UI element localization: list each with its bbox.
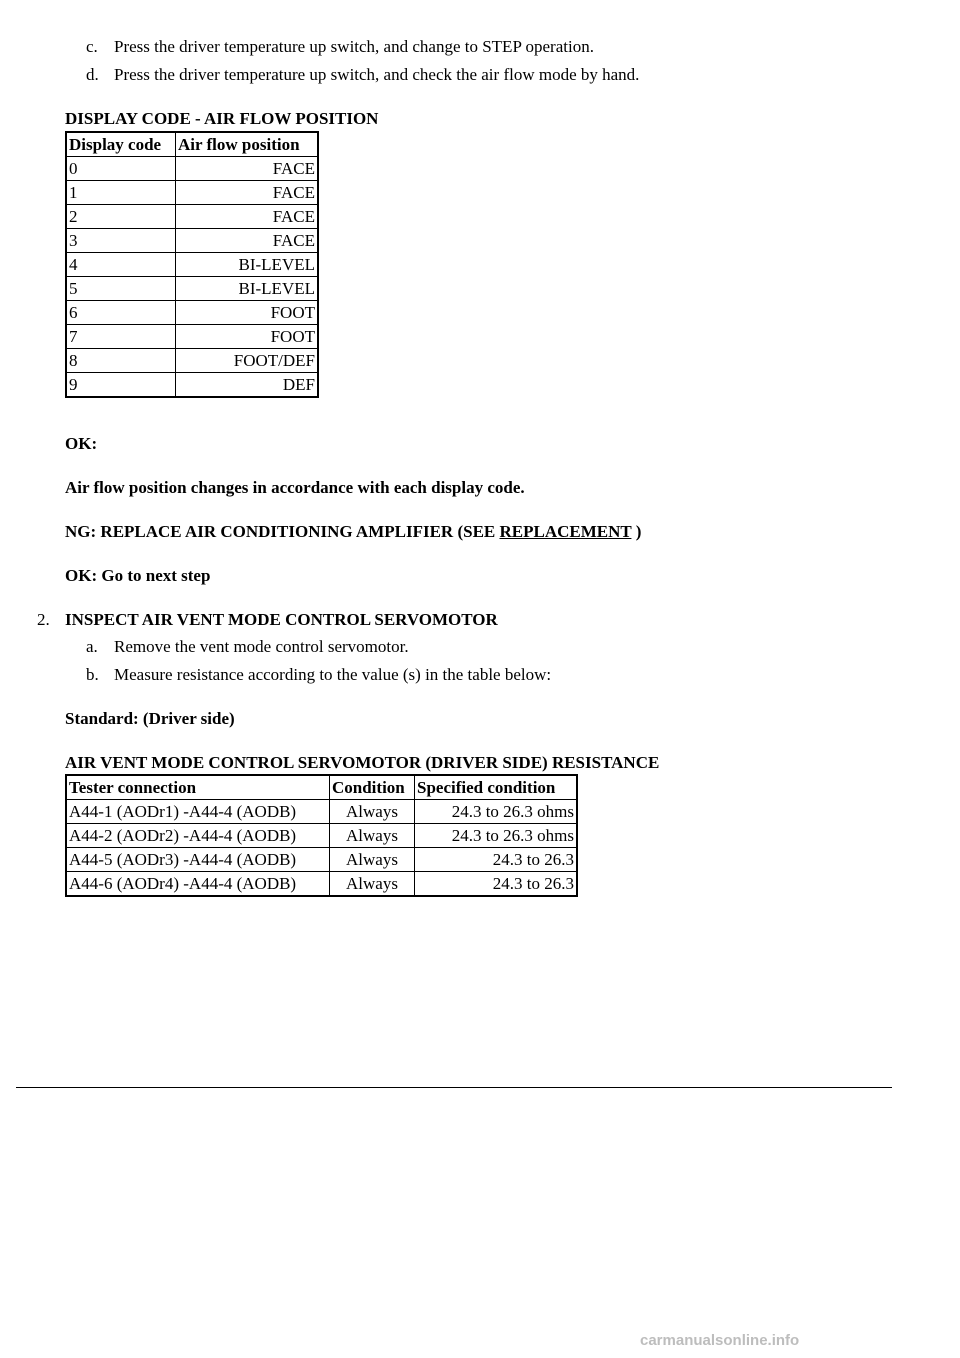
step-d bbox=[86, 65, 639, 85]
step2-title: INSPECT AIR VENT MODE CONTROL SERVOMOTOR bbox=[65, 610, 498, 629]
step-letter: b. bbox=[86, 665, 99, 684]
header-specified-condition: Specified condition bbox=[415, 775, 578, 800]
ng-prefix: NG: REPLACE AIR CONDITIONING AMPLIFIER (SEE bbox=[65, 522, 500, 541]
ok-next: OK: Go to next step bbox=[65, 566, 211, 585]
table-row bbox=[66, 205, 318, 229]
cell-position: FACE bbox=[176, 205, 319, 229]
resistance-table-title: AIR VENT MODE CONTROL SERVOMOTOR (DRIVER SIDE) RESISTANCE bbox=[65, 753, 660, 772]
table-row bbox=[66, 349, 318, 373]
cell-tester: A44-1 (AODr1) -A44-4 (AODB) bbox=[66, 800, 330, 824]
table-row bbox=[66, 253, 318, 277]
display-table-title: DISPLAY CODE - AIR FLOW POSITION bbox=[65, 109, 379, 128]
cell-tester: A44-2 (AODr2) -A44-4 (AODB) bbox=[66, 824, 330, 848]
table-row bbox=[66, 824, 577, 848]
cell-code: 7 bbox=[66, 325, 176, 349]
ok-text: Air flow position changes in accordance with each display code. bbox=[65, 478, 525, 497]
replacement-link[interactable]: REPLACEMENT bbox=[499, 522, 632, 541]
step-text: Press the driver temperature up switch, and change to STEP operation. bbox=[114, 37, 594, 56]
step-letter: d. bbox=[86, 65, 99, 84]
step-letter: c. bbox=[86, 37, 98, 56]
ng-suffix: ) bbox=[631, 522, 642, 541]
cell-position: FACE bbox=[176, 229, 319, 253]
cell-code: 1 bbox=[66, 181, 176, 205]
step-text: Remove the vent mode control servomotor. bbox=[114, 637, 409, 656]
cell-position: DEF bbox=[176, 373, 319, 398]
cell-specified: 24.3 to 26.3 bbox=[415, 872, 578, 897]
cell-position: BI-LEVEL bbox=[176, 277, 319, 301]
standard-label: Standard: (Driver side) bbox=[65, 709, 235, 728]
table-row bbox=[66, 181, 318, 205]
cell-position: FOOT bbox=[176, 325, 319, 349]
cell-position: FOOT bbox=[176, 301, 319, 325]
table-row bbox=[66, 229, 318, 253]
step2-number: 2. bbox=[37, 610, 50, 629]
step-text: Measure resistance according to the value (s) in the table below: bbox=[114, 665, 552, 684]
cell-condition: Always bbox=[330, 872, 415, 897]
display-code-table bbox=[65, 131, 319, 398]
cell-tester: A44-5 (AODr3) -A44-4 (AODB) bbox=[66, 848, 330, 872]
cell-condition: Always bbox=[330, 824, 415, 848]
cell-code: 8 bbox=[66, 349, 176, 373]
cell-code: 6 bbox=[66, 301, 176, 325]
step-c bbox=[86, 37, 594, 57]
cell-position: FACE bbox=[176, 157, 319, 181]
cell-code: 3 bbox=[66, 229, 176, 253]
cell-condition: Always bbox=[330, 800, 415, 824]
step-letter: a. bbox=[86, 637, 98, 656]
header-air-flow-position: Air flow position bbox=[176, 132, 319, 157]
resistance-table bbox=[65, 774, 578, 897]
table-row bbox=[66, 848, 577, 872]
step-a bbox=[86, 637, 409, 657]
table-row bbox=[66, 872, 577, 897]
cell-condition: Always bbox=[330, 848, 415, 872]
table-header-row bbox=[66, 132, 318, 157]
table-row bbox=[66, 373, 318, 398]
step-text: Press the driver temperature up switch, and check the air flow mode by hand. bbox=[114, 65, 640, 84]
header-tester-connection: Tester connection bbox=[66, 775, 330, 800]
header-display-code: Display code bbox=[66, 132, 176, 157]
cell-code: 5 bbox=[66, 277, 176, 301]
table-row bbox=[66, 277, 318, 301]
cell-code: 9 bbox=[66, 373, 176, 398]
cell-tester: A44-6 (AODr4) -A44-4 (AODB) bbox=[66, 872, 330, 897]
cell-code: 2 bbox=[66, 205, 176, 229]
cell-position: BI-LEVEL bbox=[176, 253, 319, 277]
cell-code: 0 bbox=[66, 157, 176, 181]
ok-label: OK: bbox=[65, 434, 98, 453]
cell-specified: 24.3 to 26.3 ohms bbox=[415, 800, 578, 824]
cell-position: FOOT/DEF bbox=[176, 349, 319, 373]
page-divider bbox=[16, 1087, 892, 1088]
step-b bbox=[86, 665, 551, 685]
cell-specified: 24.3 to 26.3 ohms bbox=[415, 824, 578, 848]
table-row bbox=[66, 301, 318, 325]
table-row bbox=[66, 325, 318, 349]
cell-specified: 24.3 to 26.3 bbox=[415, 848, 578, 872]
cell-position: FACE bbox=[176, 181, 319, 205]
table-header-row bbox=[66, 775, 577, 800]
header-condition: Condition bbox=[330, 775, 415, 800]
ng-line bbox=[65, 522, 641, 542]
table-row bbox=[66, 157, 318, 181]
cell-code: 4 bbox=[66, 253, 176, 277]
table-row bbox=[66, 800, 577, 824]
footer-watermark: carmanualsonline.info bbox=[640, 1332, 800, 1349]
